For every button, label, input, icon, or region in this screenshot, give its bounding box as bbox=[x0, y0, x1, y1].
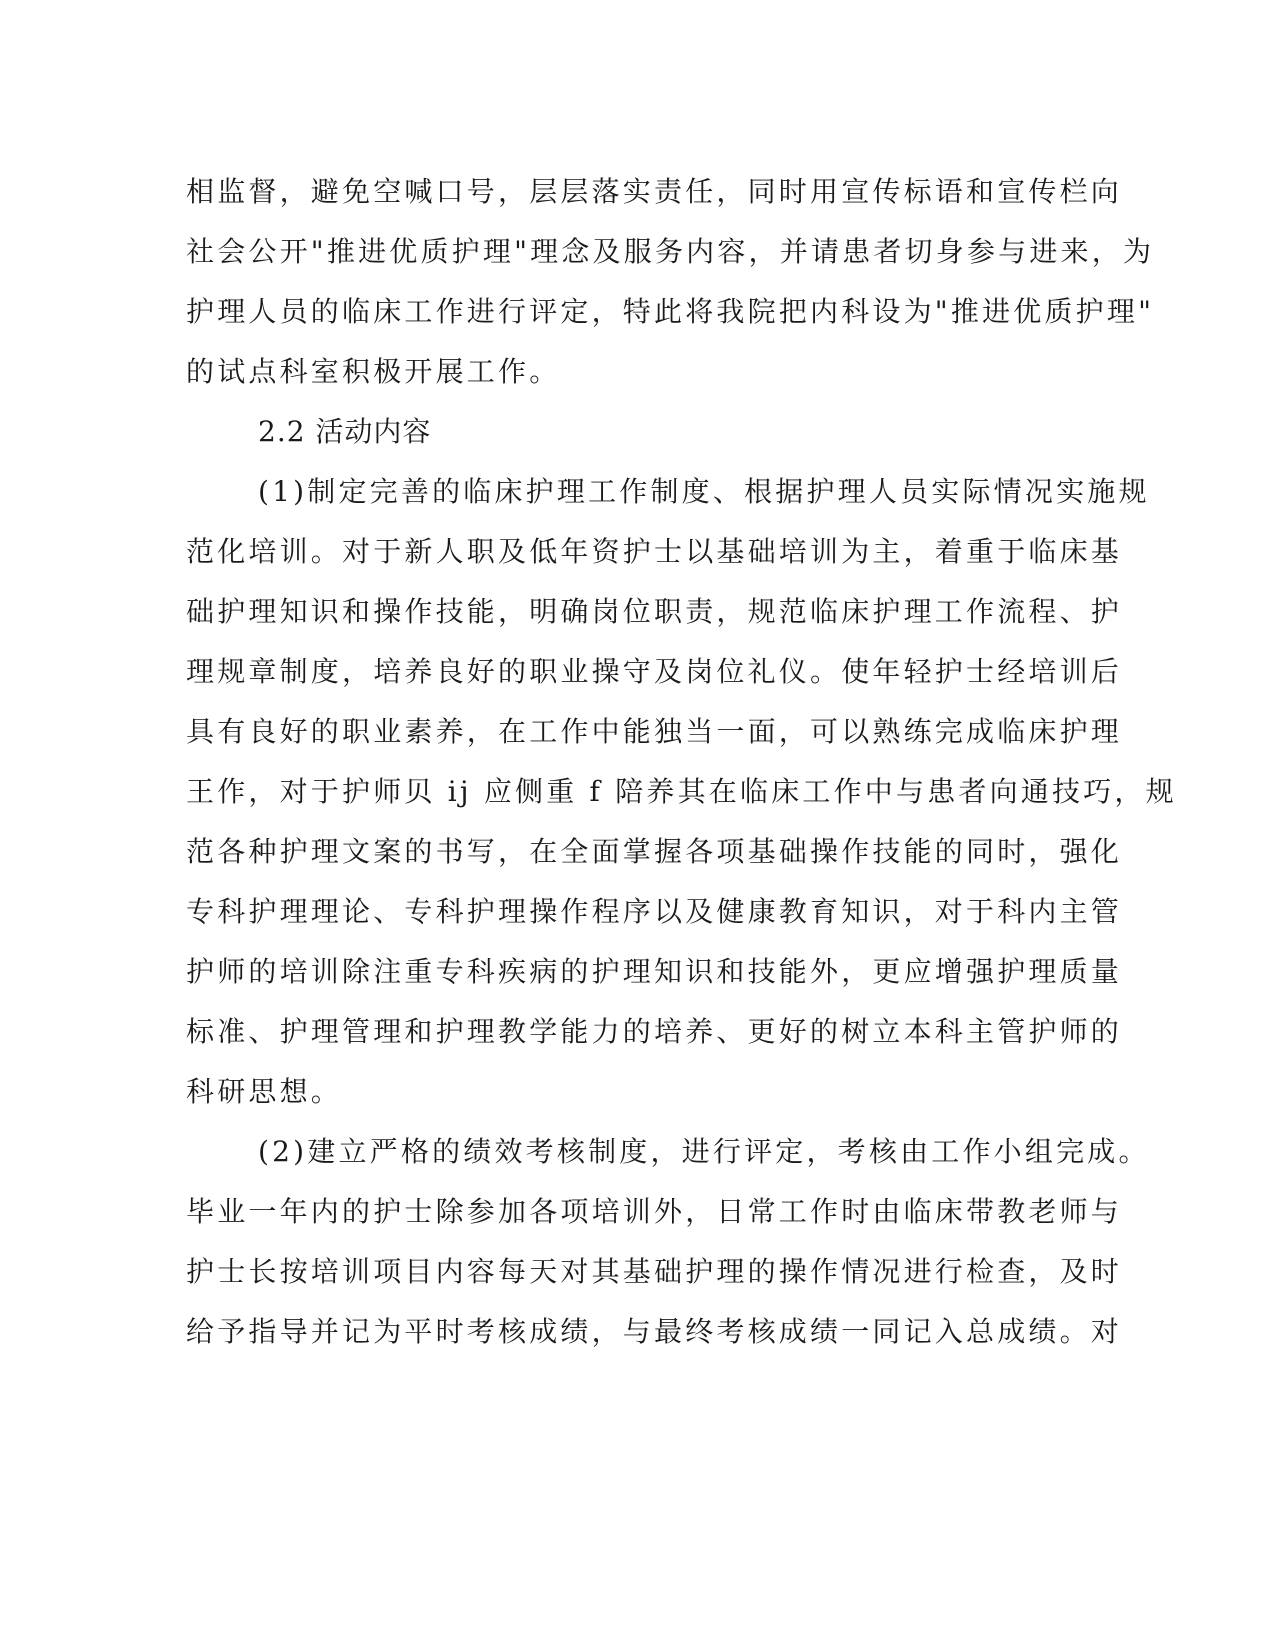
text-line: 护士长按培训项目内容每天对其基础护理的操作情况进行检查，及时 bbox=[186, 1255, 1123, 1288]
text-line: 的试点科室积极开展工作。 bbox=[186, 355, 561, 388]
text-line: 专科护理理论、专科护理操作程序以及健康教育知识，对于科内主管 bbox=[186, 895, 1123, 928]
text-line: 毕业一年内的护士除参加各项培训外，日常工作时由临床带教老师与 bbox=[186, 1195, 1123, 1228]
text-line: 范各种护理文案的书写，在全面掌握各项基础操作技能的同时，强化 bbox=[186, 835, 1123, 868]
text-line: 相监督，避免空喊口号，层层落实责任，同时用宣传标语和宣传栏向 bbox=[186, 175, 1123, 208]
text-line: 具有良好的职业素养，在工作中能独当一面，可以熟练完成临床护理 bbox=[186, 715, 1123, 748]
section-heading: 2.2 活动内容 bbox=[258, 415, 432, 448]
text-line: (2)建立严格的绩效考核制度，进行评定，考核由工作小组完成。 bbox=[258, 1135, 1150, 1168]
text-line: 理规章制度，培养良好的职业操守及岗位礼仪。使年轻护士经培训后 bbox=[186, 655, 1123, 688]
text-line: 础护理知识和操作技能，明确岗位职责，规范临床护理工作流程、护 bbox=[186, 595, 1123, 628]
text-line: 护师的培训除注重专科疾病的护理知识和技能外，更应增强护理质量 bbox=[186, 955, 1123, 988]
text-line: 给予指导并记为平时考核成绩，与最终考核成绩一同记入总成绩。对 bbox=[186, 1315, 1123, 1348]
text-line: 王作，对于护师贝 ij 应侧重 f 陪养其在临床工作中与患者向通技巧，规 bbox=[186, 775, 1177, 808]
text-line: 社会公开"推进优质护理"理念及服务内容，并请患者切身参与进来，为 bbox=[186, 235, 1155, 268]
text-line: 护理人员的临床工作进行评定，特此将我院把内科设为"推进优质护理" bbox=[186, 295, 1155, 328]
text-line: 科研思想。 bbox=[186, 1075, 343, 1108]
text-line: (1)制定完善的临床护理工作制度、根据护理人员实际情况实施规 bbox=[258, 475, 1150, 508]
body-text bbox=[186, 162, 1177, 1362]
text-line: 范化培训。对于新人职及低年资护士以基础培训为主，着重于临床基 bbox=[186, 535, 1123, 568]
text-line: 标准、护理管理和护理教学能力的培养、更好的树立本科主管护师的 bbox=[186, 1015, 1123, 1048]
